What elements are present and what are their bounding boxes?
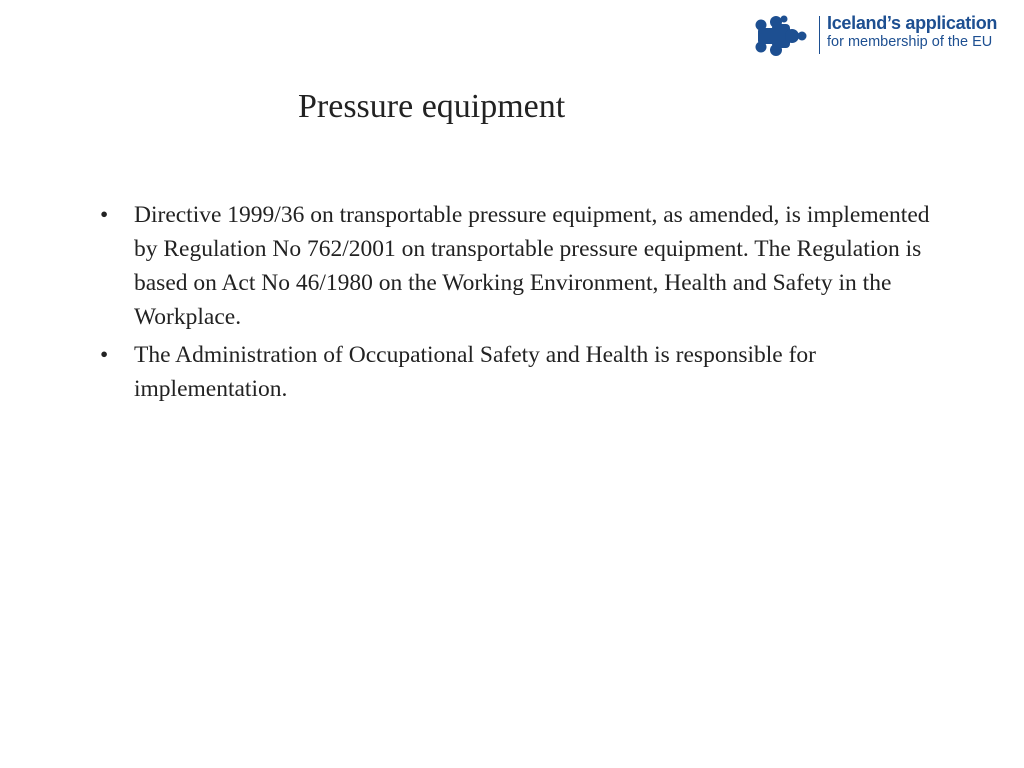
logo-subtitle: for membership of the EU: [827, 33, 993, 50]
bullet-item: [100, 198, 940, 334]
slide-title: Pressure equipment: [298, 88, 566, 125]
bullet-item: [100, 338, 940, 406]
logo-title: Iceland’s application: [827, 13, 998, 33]
header-logo: [752, 14, 1012, 58]
bullet-marker: •: [100, 202, 109, 228]
iceland-eu-puzzle-logo-icon: [752, 14, 808, 58]
logo-text: [827, 14, 997, 51]
bullet-marker: •: [100, 342, 109, 368]
bullet-text: Directive 1999/36 on transportable pressure equipment, as amended, is implemented by Regulation No 762/2001 on transportable pressure equipment. The Regulation is based on Act No 46/1980 on the Working Environment, Health and Safety in the Workplace.: [134, 202, 930, 330]
bullet-text: The Administration of Occupational Safety and Health is responsible for implementation.: [134, 342, 816, 402]
logo-divider: [819, 16, 820, 54]
bullet-list: [100, 198, 940, 410]
